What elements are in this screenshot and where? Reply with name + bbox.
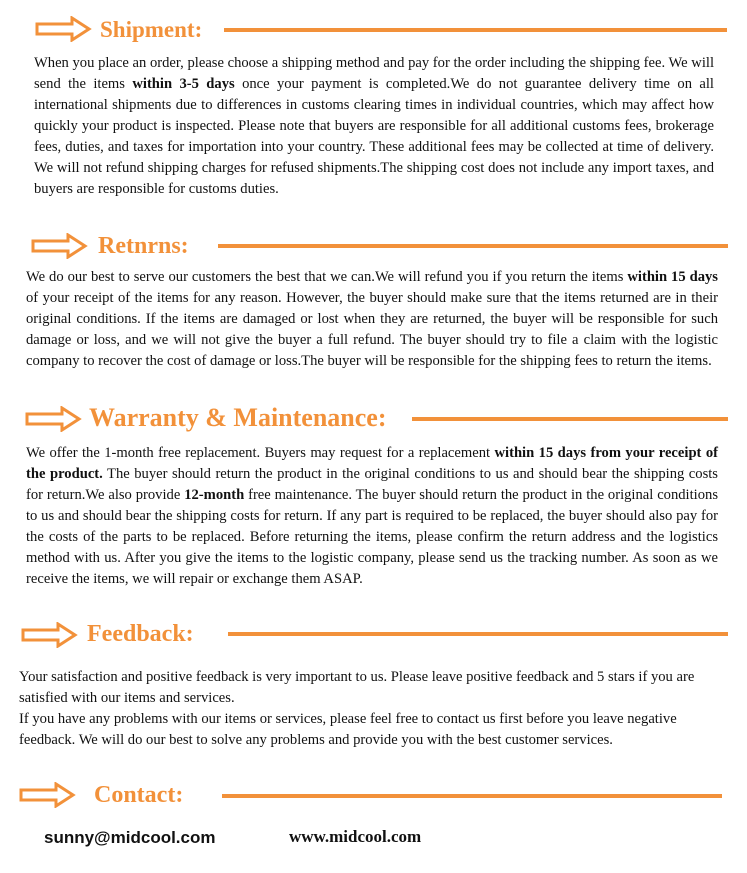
warranty-title: Warranty & Maintenance: (89, 403, 387, 432)
returns-text: We do our best to serve our customers the best that we can.We will refund you if you return the items within 15 days of your receipt of the items for any reason. However, the buyer should make sure that the items returned are in their original conditions. If the items are damaged or lost when they are returned, the buyer will be responsible for such damage or loss, and we will not give the buyer a full refund. The buyer should try to file a claim with the logistic company to recover the cost of damage or loss.The buyer will be responsible for the shipping fees to return the items. (26, 269, 718, 369)
shipment-title: Shipment: (100, 17, 203, 42)
shipment-text: When you place an order, please choose a shipping method and pay for the order including the shipping fee. We will send the items within 3-5 days once your payment is completed.We do not guarantee delivery time on all international shipments due to differences in customs clearing times in individual countries, which may affect how quickly your product is inspected. Please note that buyers are responsible for all additional customs fees, brokerage fees, duties, and taxes for importation into your country. These additional fees may be collected at time of delivery. We will not refund shipping charges for refused shipments.The shipping cost does not include any import taxes, and buyers are responsible for customs duties. (34, 55, 714, 197)
contact-website[interactable]: www.midcool.com (289, 827, 422, 846)
contact-title: Contact: (94, 782, 184, 808)
contact-rule (222, 794, 722, 798)
arrow-right-icon (34, 16, 92, 42)
feedback-text (19, 667, 725, 751)
shipment-heading (0, 12, 747, 48)
contact-heading (0, 777, 747, 813)
shipment-rule (224, 28, 727, 32)
warranty-rule (412, 417, 728, 421)
feedback-rule (228, 632, 728, 636)
feedback-paragraph-1: Your satisfaction and positive feedback is very important to us. Please leave positive feedback and 5 stars if you are satisfied with our items and services. (19, 669, 695, 706)
feedback-paragraph-2: If you have any problems with our items or services, please feel free to contact us first before you leave negative feedback. We will do our best to solve any problems and provide you with the best customer services. (19, 711, 677, 748)
arrow-right-icon (30, 233, 88, 259)
warranty-heading (0, 400, 747, 436)
arrow-right-icon (18, 782, 76, 808)
warranty-text: We offer the 1-month free replacement. Buyers may request for a replacement within 15 days from your receipt of the product. The buyer should return the product in the original conditions to us and should bear the shipping costs for return.We also provide 12-month free maintenance. The buyer should return the product in the original conditions to us and should bear the shipping costs for return. If any part is required to be replaced, the buyer should also pay for the costs of the parts to be replaced. Before returning the items, please confirm the return address and the logistics method with us. After you give the items to the logistic company, please send us the tracking number. As soon as we receive the items, we will repair or exchange them ASAP. (26, 445, 718, 587)
feedback-heading (0, 617, 747, 653)
returns-title: Retnrns: (98, 233, 189, 259)
feedback-title: Feedback: (87, 621, 194, 647)
contact-email[interactable]: sunny@midcool.com (44, 828, 216, 847)
returns-heading (0, 228, 747, 264)
returns-rule (218, 244, 728, 248)
arrow-right-icon (24, 406, 82, 432)
arrow-right-icon (20, 622, 78, 648)
